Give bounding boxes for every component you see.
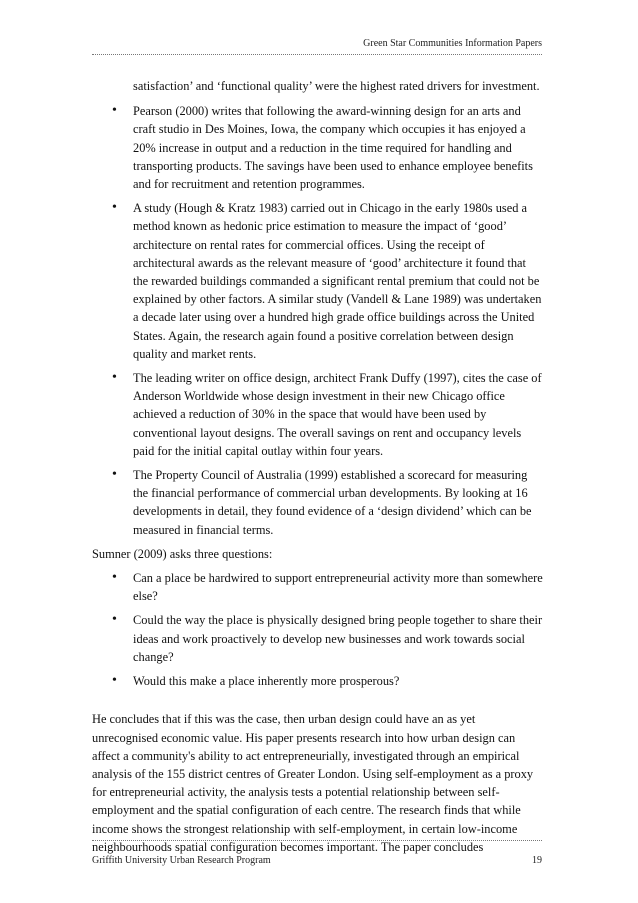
running-header: Green Star Communities Information Papers: [363, 38, 542, 49]
list-item: [92, 102, 544, 193]
list-item-text: Pearson (2000) writes that following the award-winning design for an arts and craft studio in Des Moines, Iowa, the company which occupies it has enjoyed a 20% increase in output and a reduction in the time required for handling and transporting products. The savings have been used to enhance employee benefits and for recruitment and retention programmes.: [133, 104, 533, 192]
list-item-text: Could the way the place is physically designed bring people together to share their ideas and work proactively to develop new businesses and work towards social change?: [133, 613, 543, 664]
questions-intro: Sumner (2009) asks three questions:: [92, 546, 273, 561]
closing-paragraph: He concludes that if this was the case, then urban design could have an as yet unrecognised economic value. His paper presents research into how urban design can affect a community's ability to act entrepreneurially, investigated through an empirical analysis of the 155 district centres of Greater London. Using self-employment as a proxy for entrepreneurial activity, the analysis tests a potential relationship between self-employment and the spatial configuration of each centre. The research finds that while income shows the strongest relationship with self-employment, in certain low-income neighbourhoods spatial configuration becomes important. The paper concludes: [92, 712, 534, 854]
findings-list: [92, 102, 544, 539]
paragraph-spacer: [92, 696, 544, 710]
list-item: [92, 611, 544, 666]
list-item: [92, 672, 544, 690]
list-item: [92, 369, 544, 460]
bullet-icon: •: [112, 467, 117, 483]
questions-list: [92, 569, 544, 690]
list-item: [92, 466, 544, 539]
continuation-text: satisfaction’ and ‘functional quality’ were the highest rated drivers for investment.: [133, 79, 540, 93]
footer-rule: [92, 840, 542, 841]
bullet-icon: •: [112, 570, 117, 586]
page-body: [92, 77, 544, 862]
list-item-text: Can a place be hardwired to support entrepreneurial activity more than somewhere else?: [133, 571, 543, 604]
header-rule: [92, 54, 542, 55]
list-item: [92, 199, 544, 363]
list-item: [92, 569, 544, 605]
bullet-icon: •: [112, 370, 117, 386]
page-number: 19: [532, 855, 542, 866]
bullet-icon: •: [112, 103, 117, 119]
list-item-text: A study (Hough & Kratz 1983) carried out in Chicago in the early 1980s used a method known as hedonic price estimation to measure the impact of ‘good’ architecture on rental rates for commercial offices. Using the receipt of architectural awards as the relevant measure of ‘good’ architecture it found that the rewarded buildings commanded a significant rental premium that could not be explained by other factors. A similar study (Vandell & Lane 1989) was undertaken a decade later using over a hundred high grade office buildings across the United States. Again, the research again found a positive correlation between design quality and market rents.: [133, 201, 542, 361]
bullet-icon: •: [112, 200, 117, 216]
bullet-icon: •: [112, 673, 117, 689]
list-item-text: Would this make a place inherently more prosperous?: [133, 674, 400, 689]
list-item-text: The Property Council of Australia (1999) established a scorecard for measuring the financial performance of commercial urban developments. By looking at 16 developments in detail, they found evidence of a ‘design dividend’ which can be measured in financial terms.: [133, 468, 532, 537]
bullet-icon: •: [112, 612, 117, 628]
running-footer: Griffith University Urban Research Program: [92, 855, 271, 866]
list-item-text: The leading writer on office design, architect Frank Duffy (1997), cites the case of Anderson Worldwide whose design investment in their new Chicago office achieved a reduction of 30% in the space that would have been used by conventional layout designs. The overall savings on rent and occupancy levels paid for the initial capital outlay within four years.: [133, 371, 542, 458]
